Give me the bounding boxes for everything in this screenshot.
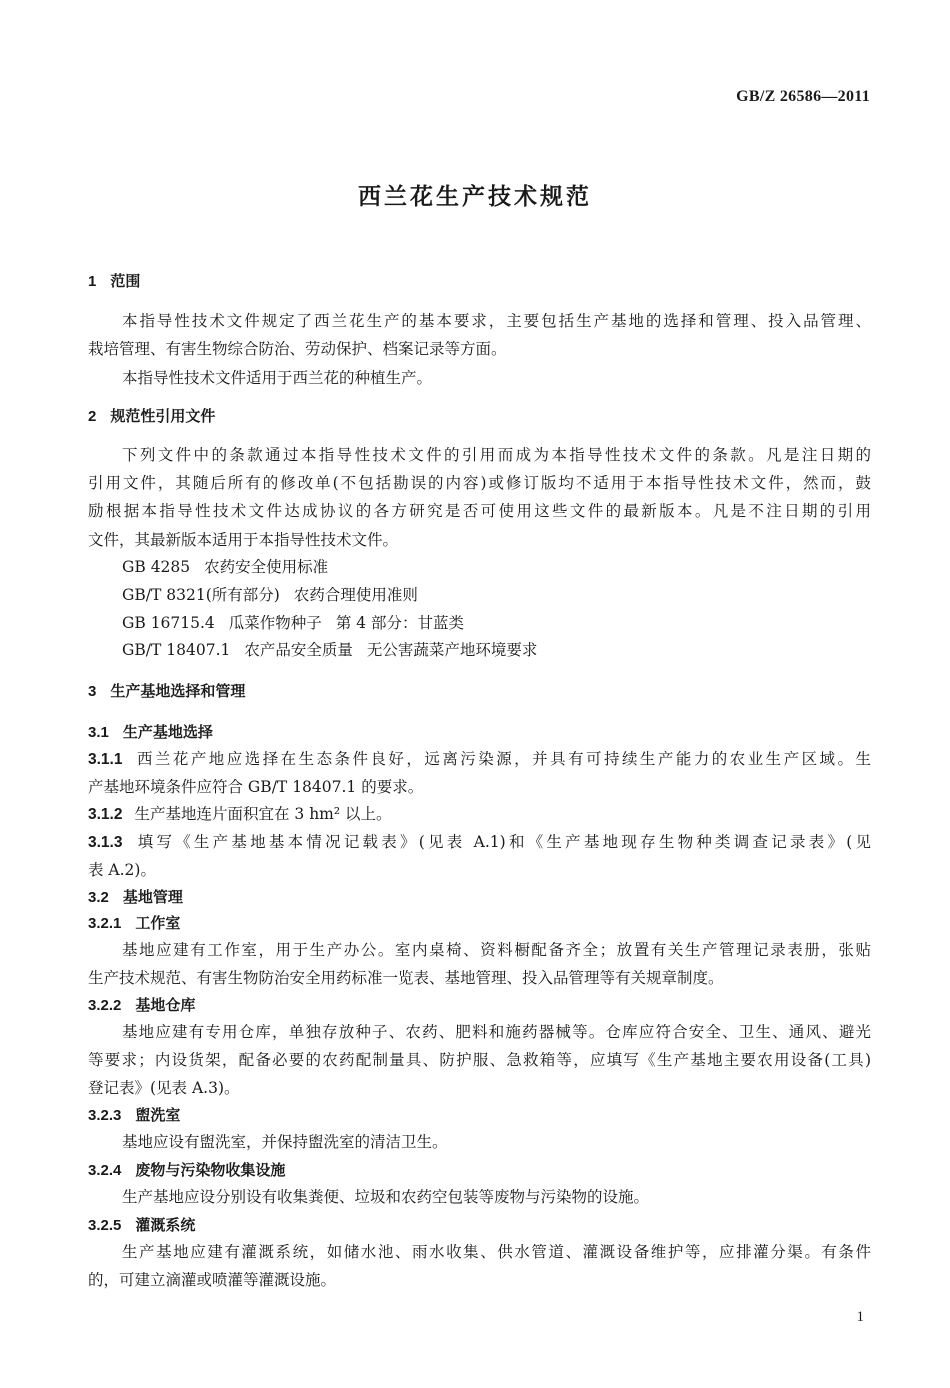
- paragraph-line: 栽培管理、有害生物综合防治、劳动保护、档案记录等方面。: [88, 340, 507, 358]
- reference-title: 农药安全使用标准: [204, 558, 329, 576]
- reference-code: GB 16715.4: [122, 614, 215, 632]
- paragraph-line: 文件，其最新版本适用于本指导性技术文件。: [88, 531, 399, 549]
- section-2-heading: [88, 405, 215, 428]
- section-title: 范围: [110, 272, 141, 290]
- paragraph-line: 本指导性技术文件规定了西兰花生产的基本要求，主要包括生产基地的选择和管理、投入品管理、: [122, 312, 871, 330]
- clause-number: 3.1.2: [88, 806, 123, 823]
- reference-item: [122, 639, 537, 661]
- clause-number: 3.1.1: [88, 751, 123, 768]
- section-number: 2: [88, 408, 97, 425]
- paragraph-line: 基地应建有工作室，用于生产办公。室内桌椅、资料橱配备齐全；放置有关生产管理记录表册，张贴: [122, 941, 871, 959]
- clause-number: 3.2.5: [88, 1217, 122, 1234]
- reference-title: 农药合理使用准则: [293, 586, 418, 604]
- paragraph-line: 下列文件中的条款通过本指导性技术文件的引用而成为本指导性技术文件的条款。凡是注日期的: [122, 446, 871, 464]
- clause-text: 填写《生产基地基本情况记载表》(见表 A.1)和《生产基地现存生物种类调查记录表》(见: [134, 833, 871, 851]
- subsection-title: 基地管理: [122, 888, 183, 906]
- reference-code: GB 4285: [122, 558, 191, 576]
- clause-number: 3.2.1: [88, 915, 122, 932]
- clause-number: 3.2.2: [88, 997, 122, 1014]
- clause-3-2-5-heading: [88, 1214, 195, 1237]
- reference-title-part: 第 4 部分：甘蓝类: [335, 614, 465, 632]
- paragraph-line: 等要求；内设货架，配备必要的农药配制量具、防护服、急救箱等，应填写《生产基地主要农用设备(工具): [88, 1051, 871, 1069]
- subsection-3-1-heading: [88, 721, 213, 744]
- clause-title: 工作室: [135, 914, 181, 932]
- clause-3-2-2-heading: [88, 994, 195, 1017]
- clause-3-1-2: [88, 803, 392, 826]
- clause-title: 盥洗室: [135, 1106, 181, 1124]
- clause-number: 3.2.3: [88, 1107, 122, 1124]
- paragraph-line: 登记表》(见表 A.3)。: [88, 1079, 240, 1097]
- section-title: 生产基地选择和管理: [110, 682, 246, 700]
- paragraph-line: 的，可建立滴灌或喷灌等灌溉设施。: [88, 1271, 337, 1289]
- paragraph-line: 生产技术规范、有害生物防治安全用药标准一览表、基地管理、投入品管理等有关规章制度。: [88, 969, 724, 987]
- paragraph-line: 基地应设有盥洗室，并保持盥洗室的清洁卫生。: [122, 1133, 448, 1151]
- clause-title: 废物与污染物收集设施: [135, 1161, 286, 1179]
- paragraph-line: 本指导性技术文件适用于西兰花的种植生产。: [122, 369, 433, 387]
- clause-3-1-1: [88, 748, 871, 771]
- paragraph-line: 励根据本指导性技术文件达成协议的各方研究是否可使用这些文件的最新版本。凡是不注日期的引用: [88, 502, 871, 520]
- paragraph-line: 引用文件，其随后所有的修改单(不包括勘误的内容)或修订版均不适用于本指导性技术文件，然而，鼓: [88, 474, 871, 492]
- clause-text: 生产基地连片面积宜在 3 hm² 以上。: [134, 805, 392, 823]
- reference-item: [122, 612, 464, 634]
- clause-text: 西兰花产地应选择在生态条件良好，远离污染源，并具有可持续生产能力的农业生产区域。生: [134, 750, 871, 768]
- clause-3-2-4-heading: [88, 1159, 285, 1182]
- page-number: 1: [856, 1309, 864, 1325]
- clause-number: 3.1.3: [88, 834, 123, 851]
- paragraph-line: 生产基地应设分别设有收集粪便、垃圾和农药空包装等废物与污染物的设施。: [122, 1188, 650, 1206]
- reference-item: [122, 556, 328, 578]
- subsection-title: 生产基地选择: [122, 723, 213, 741]
- subsection-3-2-heading: [88, 886, 183, 909]
- section-title: 规范性引用文件: [110, 407, 216, 425]
- section-1-heading: [88, 270, 140, 293]
- section-3-heading: [88, 680, 245, 703]
- clause-number: 3.2.4: [88, 1162, 122, 1179]
- standard-code: GB/Z 26586—2011: [736, 88, 870, 105]
- section-number: 1: [88, 273, 97, 290]
- clause-3-2-3-heading: [88, 1104, 180, 1127]
- paragraph-line: 表 A.2)。: [88, 861, 156, 879]
- reference-title: 瓜菜作物种子: [228, 614, 322, 632]
- clause-title: 基地仓库: [135, 996, 196, 1014]
- reference-code: GB/T 8321(所有部分): [122, 586, 280, 604]
- clause-title: 灌溉系统: [135, 1216, 196, 1234]
- paragraph-line: 产基地环境条件应符合 GB/T 18407.1 的要求。: [88, 778, 424, 796]
- reference-item: [122, 584, 418, 606]
- reference-title: 农产品安全质量: [244, 641, 353, 659]
- document-title: 西兰花生产技术规范: [358, 184, 592, 210]
- subsection-number: 3.2: [88, 889, 109, 906]
- reference-title-part: 无公害蔬菜产地环境要求: [366, 641, 538, 659]
- paragraph-line: 基地应建有专用仓库，单独存放种子、农药、肥料和施药器械等。仓库应符合安全、卫生、通风、避光: [122, 1023, 871, 1041]
- paragraph-line: 生产基地应建有灌溉系统，如储水池、雨水收集、供水管道、灌溉设备维护等，应排灌分渠。有条件: [122, 1243, 871, 1261]
- clause-3-2-1-heading: [88, 912, 180, 935]
- reference-code: GB/T 18407.1: [122, 641, 231, 659]
- subsection-number: 3.1: [88, 724, 109, 741]
- section-number: 3: [88, 683, 97, 700]
- clause-3-1-3: [88, 831, 871, 854]
